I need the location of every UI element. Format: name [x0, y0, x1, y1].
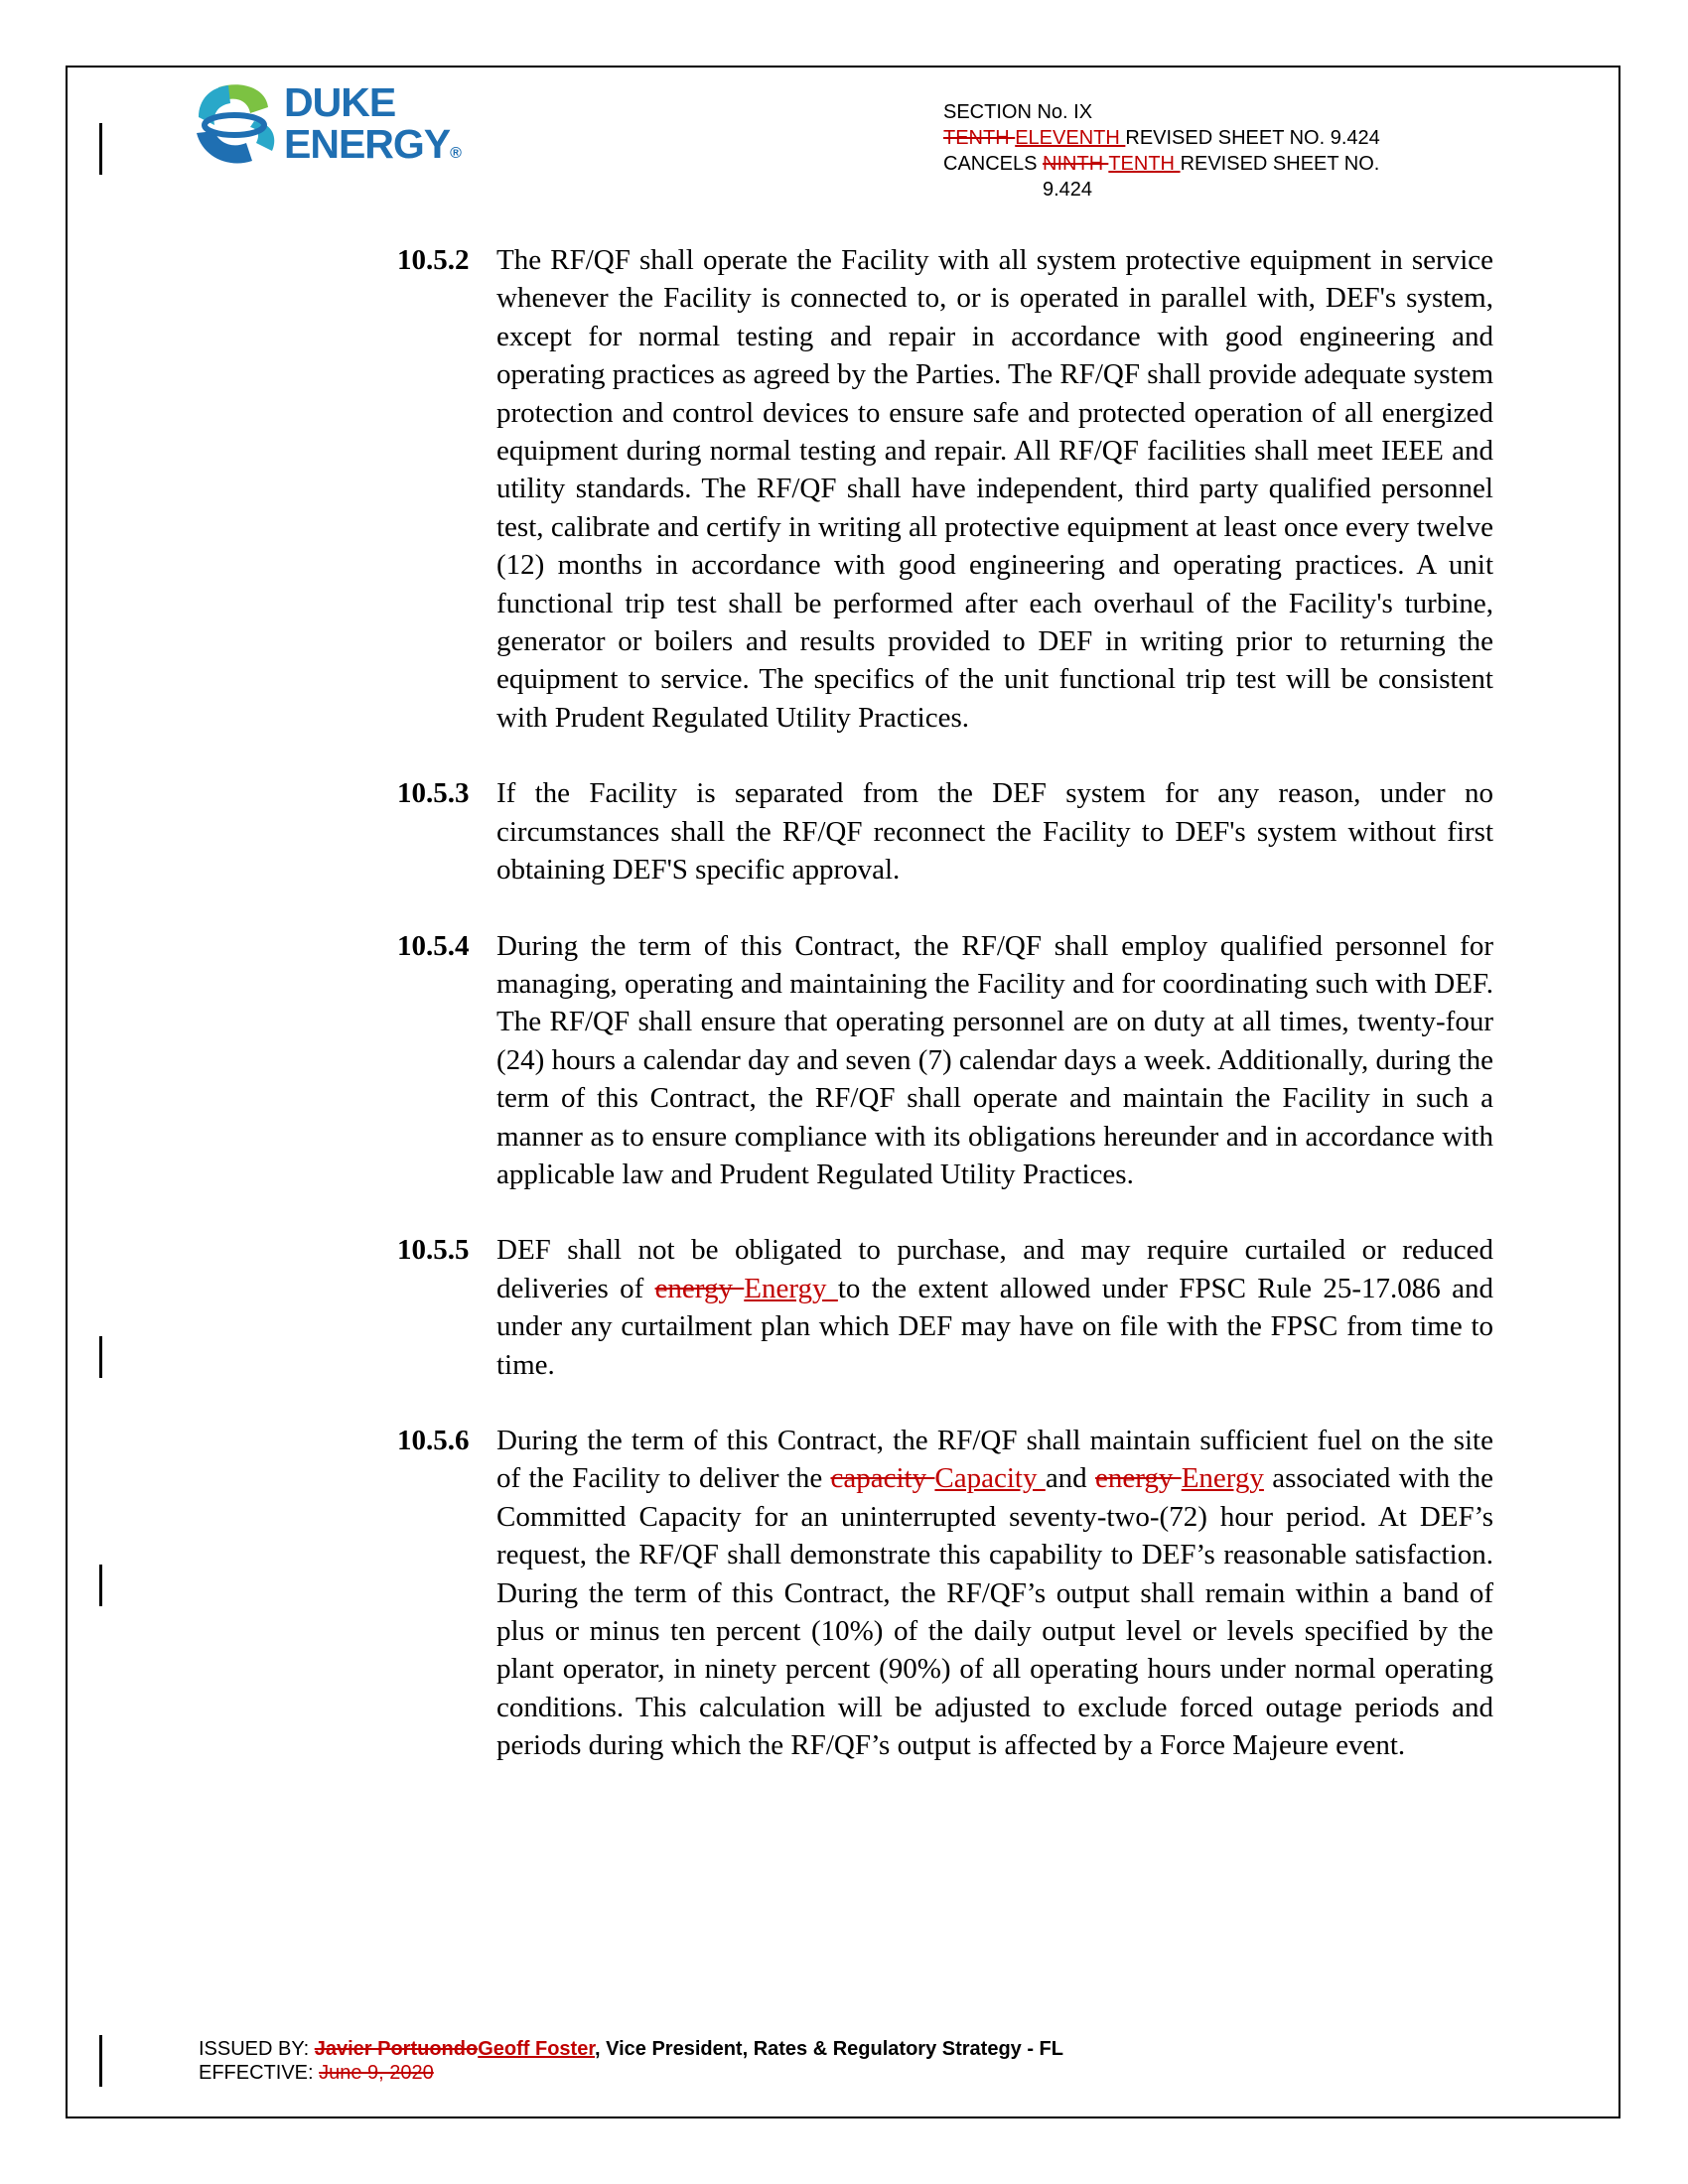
section-number: 10.5.2: [397, 244, 470, 276]
logo-line2: ENERGY®: [284, 121, 461, 167]
revised-sheet-line: TENTH ELEVENTH REVISED SHEET NO. 9.424: [943, 127, 1380, 149]
issued-by-line: ISSUED BY: Javier PortuondoGeoff Foster, Vice President, Rates & Regulatory Strategy - FL: [199, 2038, 1063, 2060]
issued-footer: [199, 2037, 1063, 2085]
section-10-5-4: [397, 927, 1493, 1194]
section-number: 10.5.4: [397, 929, 470, 962]
section-10-5-5: [397, 1231, 1493, 1384]
change-bar: [99, 1565, 102, 1606]
change-bar: [99, 2035, 102, 2087]
inserted-text: ELEVENTH: [1015, 127, 1126, 149]
logo-wordmark: [284, 81, 461, 175]
section-text: During the term of this Contract, the RF/QF shall maintain sufficient fuel on the site of the Facility to deliver the capacity Capacity and energy Energy associated with the Committed Capacity for an uninterrupted seventy-two-(72) hour period. At DEF’s request, the RF/QF shall demonstrate this capability to DEF’s reasonable satisfaction. During the term of this Contract, the RF/QF’s output shall remain within a band of plus or minus ten percent (10%) of the daily output level or levels specified by the plant operator, in ninety percent (90%) of all operating hours under normal operating conditions. This calculation will be adjusted to exclude forced outage periods and periods during which the RF/QF’s output is affected by a Force Majeure event.: [496, 1424, 1493, 1762]
deleted-text: TENTH: [943, 127, 1016, 149]
section-10-5-2: [397, 241, 1493, 737]
registered-mark: ®: [450, 145, 461, 162]
section-10-5-3: [397, 774, 1493, 888]
deleted-text: energy: [654, 1272, 745, 1304]
change-bar: [99, 123, 102, 175]
logo-line1: DUKE: [284, 79, 396, 125]
section-text: If the Facility is separated from the DEF system for any reason, under no circumstances shall the RF/QF reconnect the Facility to DEF's system without first obtaining DEF'S specific approval.: [496, 777, 1493, 887]
deleted-text: June 9, 2020: [319, 2062, 434, 2084]
cancels-sheet-number: 9.424: [1043, 179, 1093, 201]
inserted-text: Energy: [744, 1272, 838, 1304]
change-bar: [99, 1336, 102, 1378]
section-text: During the term of this Contract, the RF/QF shall employ qualified personnel for managing, operating and maintaining the Facility and for coordinating such with DEF. The RF/QF shall ensure that operating personnel are on duty at all times, twenty-four (24) hours a calendar day and seven (7) calendar days a week. Additionally, during the term of this Contract, the RF/QF shall operate and maintain the Facility in such a manner as to ensure compliance with its obligations hereunder and in accordance with applicable law and Prudent Regulated Utility Practices.: [496, 929, 1493, 1190]
section-number: 10.5.5: [397, 1234, 470, 1267]
section-10-5-6: [397, 1422, 1493, 1765]
duke-energy-logo-icon: [189, 77, 280, 177]
section-number: SECTION No. IX: [943, 101, 1093, 123]
cancels-line: CANCELS NINTH TENTH REVISED SHEET NO.: [943, 153, 1380, 175]
issuer-title: , Vice President, Rates & Regulatory Strategy - FL: [595, 2038, 1063, 2060]
section-text: The RF/QF shall operate the Facility with all system protective equipment in service whenever the Facility is connected to, or is operated in parallel with, DEF's system, except for normal testing and repair in accordance with good engineering and operating practices as agreed by the Parties. The RF/QF shall provide adequate system protection and control devices to ensure safe and protected operation of all energized equipment during normal testing and repair. All RF/QF facilities shall meet IEEE and utility standards. The RF/QF shall have independent, third party qualified personnel test, calibrate and certify in writing all protective equipment at least once every twelve (12) months in accordance with good engineering and operating practices. A unit functional trip test shall be performed after each overhaul of the Facility's turbine, generator or boilers and results provided to DEF in writing prior to returning the equipment to service. The specifics of the unit functional trip test will be consistent with Prudent Regulated Utility Practices.: [496, 244, 1493, 734]
deleted-text: NINTH: [1043, 153, 1109, 175]
sheet-header: [943, 99, 1499, 203]
deleted-text: capacity: [830, 1462, 935, 1495]
section-text: DEF shall not be obligated to purchase, and may require curtailed or reduced deliveries of energy Energy to the extent allowed under FPSC Rule 25-17.086 and under any curtailment plan which DEF may have on file with the FPSC from time to time.: [496, 1234, 1493, 1381]
effective-line: EFFECTIVE: June 9, 2020: [199, 2062, 434, 2084]
deleted-text: energy: [1095, 1462, 1182, 1495]
duke-energy-logo: [189, 77, 477, 177]
inserted-text: Geoff Foster: [478, 2038, 595, 2060]
inserted-text: TENTH: [1108, 153, 1181, 175]
section-number: 10.5.3: [397, 777, 470, 810]
deleted-text: Javier Portuondo: [314, 2038, 479, 2060]
contract-sections: [397, 241, 1493, 1803]
inserted-text: Capacity: [934, 1462, 1046, 1495]
inserted-text: Energy: [1181, 1462, 1264, 1495]
section-number: 10.5.6: [397, 1424, 470, 1456]
